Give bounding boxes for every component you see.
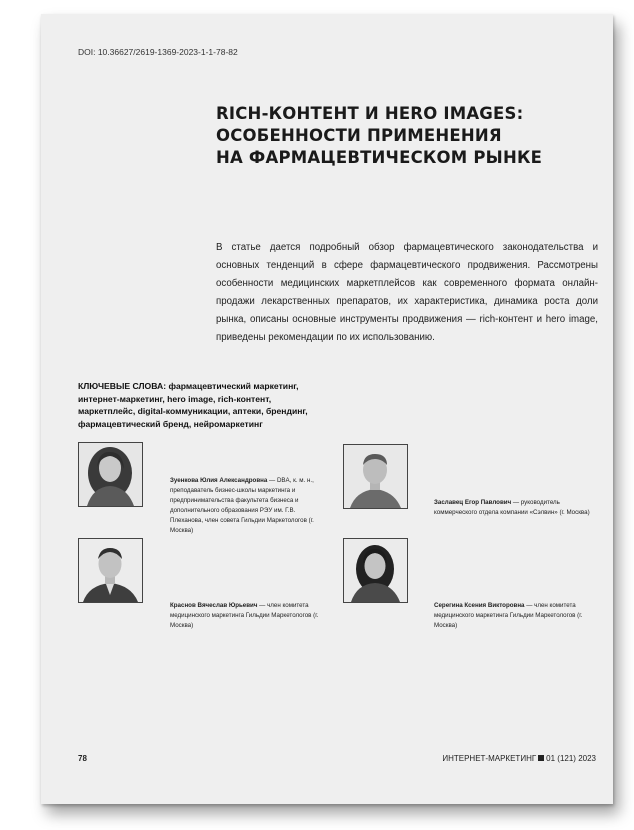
doi: DOI: 10.36627/2619-1369-2023-1-1-78-82 (78, 47, 238, 57)
author-entry (170, 476, 330, 536)
author-bio: — DBA, к. м. н., преподаватель бизнес-школы маркетинга и предпринимательства факультета бизнеса и дополнительного образования РЭУ им. Г.В. Плеханова, член совета Гильдии Маркетологов (г. Москва) (170, 477, 314, 534)
journal-page (41, 14, 613, 804)
abstract: В статье дается подробный обзор фармацевтического законодательства и основных тенденций в сфере фармацевтического продвижения. Рассмотрены особенности медицинских маркетплейсов как современного формата онлайн-продажи лекарственных препаратов, их характеристика, динамика роста доли рынка, описаны основные инструменты продвижения — rich-контент и hero image, приведены рекомендации по их использованию. (216, 242, 598, 343)
keywords-text: фармацевтический маркетинг, интернет-маркетинг, hero image, rich-контент, маркетплейс, digital-коммуникации, аптеки, брендинг, фармацевтический бренд, нейромаркетинг (78, 381, 308, 429)
author-name: Зуенкова Юлия Александровна (170, 477, 268, 484)
keywords-label: КЛЮЧЕВЫЕ СЛОВА: (78, 381, 167, 391)
journal-issue: 01 (121) 2023 (546, 754, 596, 763)
journal-footer (442, 754, 596, 763)
author-photo (78, 442, 143, 507)
author-name: Серегина Ксения Викторовна (434, 602, 525, 609)
author-photo (343, 444, 408, 509)
author-name: Заславец Егор Павлович (434, 499, 512, 506)
author-name: Краснов Вячеслав Юрьевич (170, 602, 258, 609)
author-bio: — член комитета медицинского маркетинга Гильдии Маркетологов (г. Москва) (170, 602, 319, 629)
author-photo (343, 538, 408, 603)
author-bio: — руководитель коммерческого отдела компании «Сэлвин» (г. Москва) (434, 499, 590, 516)
author-entry (170, 601, 330, 631)
keywords (78, 380, 330, 430)
author-bio: — член комитета медицинского маркетинга Гильдии Маркетологов (г. Москва) (434, 602, 583, 629)
title-line: НА ФАРМАЦЕВТИЧЕСКОМ РЫНКЕ (216, 148, 543, 167)
journal-name: ИНТЕРНЕТ-МАРКЕТИНГ (442, 754, 537, 763)
author-entry (434, 498, 594, 518)
title-line: ОСОБЕННОСТИ ПРИМЕНЕНИЯ (216, 126, 502, 145)
title-line: RICH-КОНТЕНТ И HERO IMAGES: (216, 104, 524, 123)
author-photo (78, 538, 143, 603)
article-title (216, 103, 606, 169)
author-entry (434, 601, 594, 631)
page-number: 78 (78, 754, 87, 763)
square-bullet-icon (538, 755, 544, 761)
